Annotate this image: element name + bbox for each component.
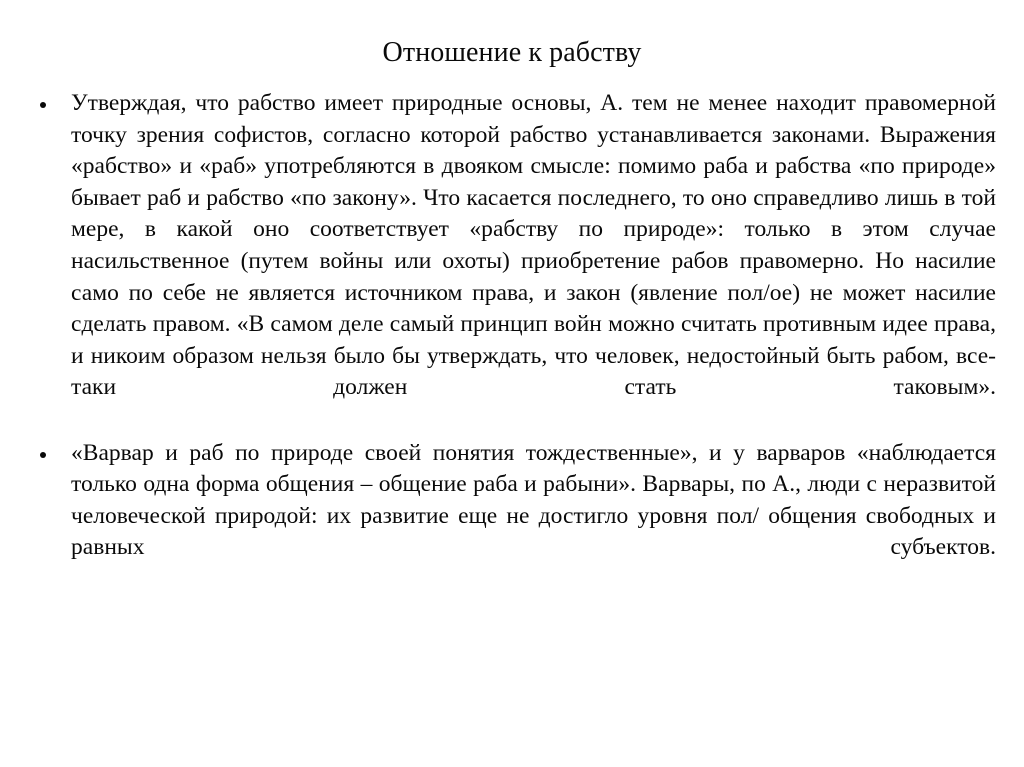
slide-body	[28, 88, 996, 596]
page-title: Отношение к рабству	[382, 37, 642, 68]
bullet-paragraph-text: Утверждая, что рабство имеет природные основы, А. тем не менее находит правомерной точку зрения софистов, согласно которой рабство устанавливается законами. Выражения «рабство» и «раб» употребляются в двояком смысле: помимо раба и рабства «по природе» бывает раб и рабство «по закону». Что касается последнего, то оно справедливо лишь в той мере, в какой оно соответствует «рабству по природе»: только в этом случае насильственное (путем войны или охоты) приобретение рабов правомерно. Но насилие само по себе не является источником права, и закон (явление пол/ое) не может насилие сделать правом. «В самом деле самый принцип войн можно считать противным идее права, и никоим образом нельзя было бы утверждать, что человек, недостойный быть рабом, все-таки должен стать таковым».	[71, 90, 996, 401]
list-item	[28, 88, 996, 436]
bullet-paragraph-text: «Варвар и раб по природе своей понятия тождественные», и у варваров «наблюдается только одна форма общения – общение раба и рабыни». Варвары, по А., люди с неразвитой человеческой природой: их развитие еще не достигло уровня пол/ общения свободных и равных субъектов.	[71, 439, 996, 561]
list-item	[28, 438, 996, 596]
bullet-list	[28, 88, 996, 596]
